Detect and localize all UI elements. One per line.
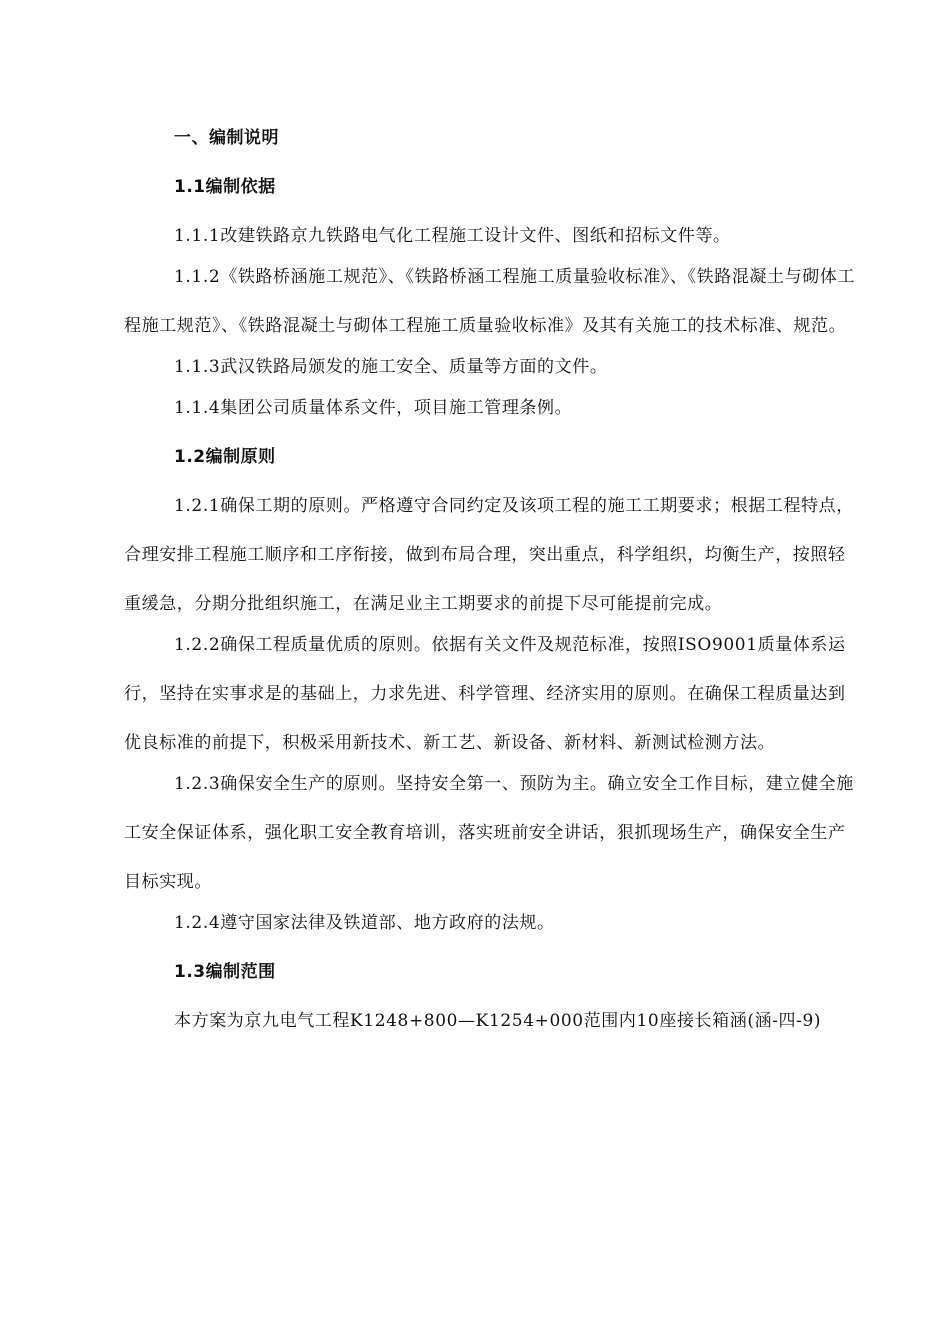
paragraph-1-2-2: 1.2.2确保工程质量优质的原则。依据有关文件及规范标准，按照ISO9001质量体系运行，坚持在实事求是的基础上，力求先进、科学管理、经济实用的原则。在确保工程质量达到优良标准的前提下，积极采用新技术、新工艺、新设备、新材料、新测试检测方法。 [124,635,846,753]
paragraph-1-2-1: 1.2.1确保工期的原则。严格遵守合同约定及该项工程的施工工期要求；根据工程特点，合理安排工程施工顺序和工序衔接，做到布局合理，突出重点，科学组织，均衡生产，按照轻重缓急，分期分批组织施工，在满足业主工期要求的前提下尽可能提前完成。 [124,496,854,614]
paragraph-1-1-2: 1.1.2《铁路桥涵施工规范》、《铁路桥涵工程施工质量验收标准》、《铁路混凝土与砌体工程施工规范》、《铁路混凝土与砌体工程施工质量验收标准》及其有关施工的技术标准、规范。 [124,267,856,336]
paragraph-1-1-1: 1.1.1改建铁路京九铁路电气化工程施工设计文件、图纸和招标文件等。 [174,226,731,246]
paragraph-1-1-3: 1.1.3武汉铁路局颁发的施工安全、质量等方面的文件。 [174,357,608,377]
paragraph-1-2-3: 1.2.3确保安全生产的原则。坚持安全第一、预防为主。确立安全工作目标，建立健全施工安全保证体系，强化职工安全教育培训，落实班前安全讲话，狠抓现场生产，确保安全生产目标实现。 [124,774,854,892]
subsection-heading-scope: 1.3编制范围 [174,962,276,982]
paragraph-1-3: 本方案为京九电气工程K1248+800—K1254+000范围内10座接长箱涵(涵-四-9) [174,1011,822,1031]
document-body [124,122,860,1046]
section-heading: 一、编制说明 [174,128,279,148]
paragraph-1-1-4: 1.1.4集团公司质量体系文件，项目施工管理条例。 [174,398,573,418]
subsection-heading-principles: 1.2编制原则 [174,447,276,467]
subsection-heading-basis: 1.1编制依据 [174,177,276,197]
paragraph-1-2-4: 1.2.4遵守国家法律及铁道部、地方政府的法规。 [174,913,555,933]
